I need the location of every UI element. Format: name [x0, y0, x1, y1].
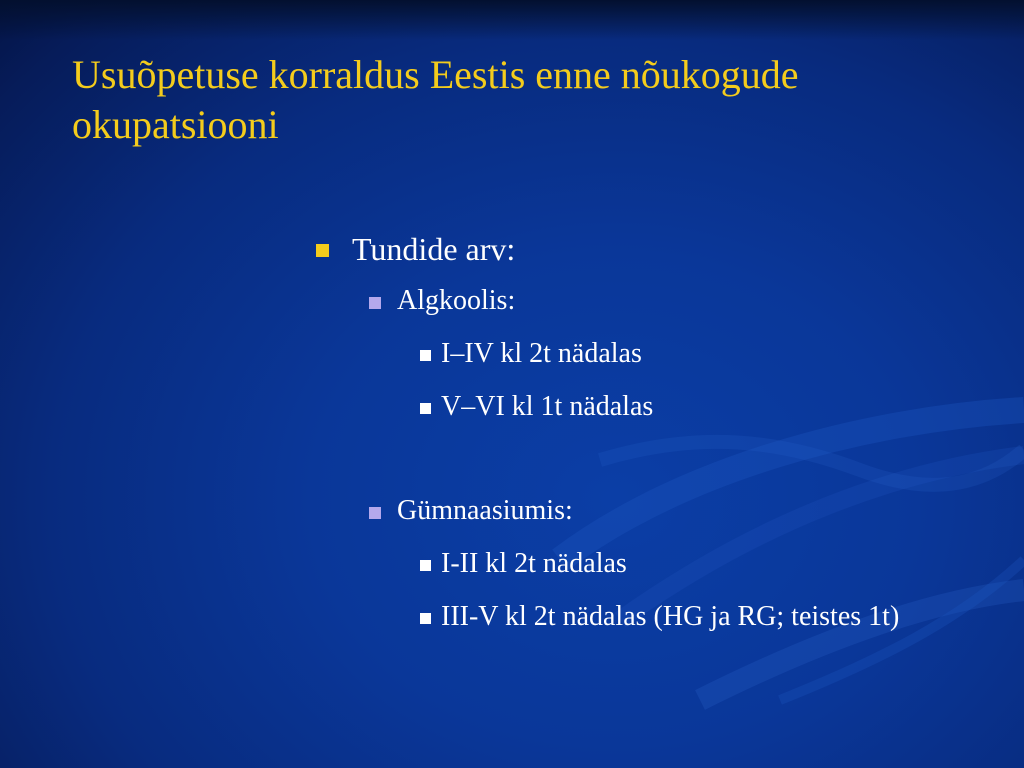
bullet-gymnaasiumis: Gümnaasiumis: — [397, 495, 573, 526]
bullet-square-icon — [420, 560, 431, 571]
slide-title: Usuõpetuse korraldus Eestis enne nõukogude okupatsiooni — [72, 52, 799, 147]
bullet-algkool-2: V–VI kl 1t nädalas — [441, 391, 654, 422]
bullet-algkool-1: I–IV kl 2t nädalas — [441, 338, 642, 369]
bullet-algkoolis: Algkoolis: — [397, 285, 516, 316]
bullet-gymn-2: III-V kl 2t nädalas (HG ja RG; teistes 1t) — [441, 601, 900, 632]
bullet-gymn-1: I-II kl 2t nädalas — [441, 548, 627, 579]
bullet-square-icon — [369, 297, 381, 309]
bullet-square-icon — [420, 403, 431, 414]
bullet-square-icon — [369, 507, 381, 519]
bullet-square-icon — [420, 613, 431, 624]
bullet-square-icon — [420, 350, 431, 361]
bullet-square-icon — [316, 244, 329, 257]
bullet-tundide-arv: Tundide arv: — [352, 231, 516, 267]
